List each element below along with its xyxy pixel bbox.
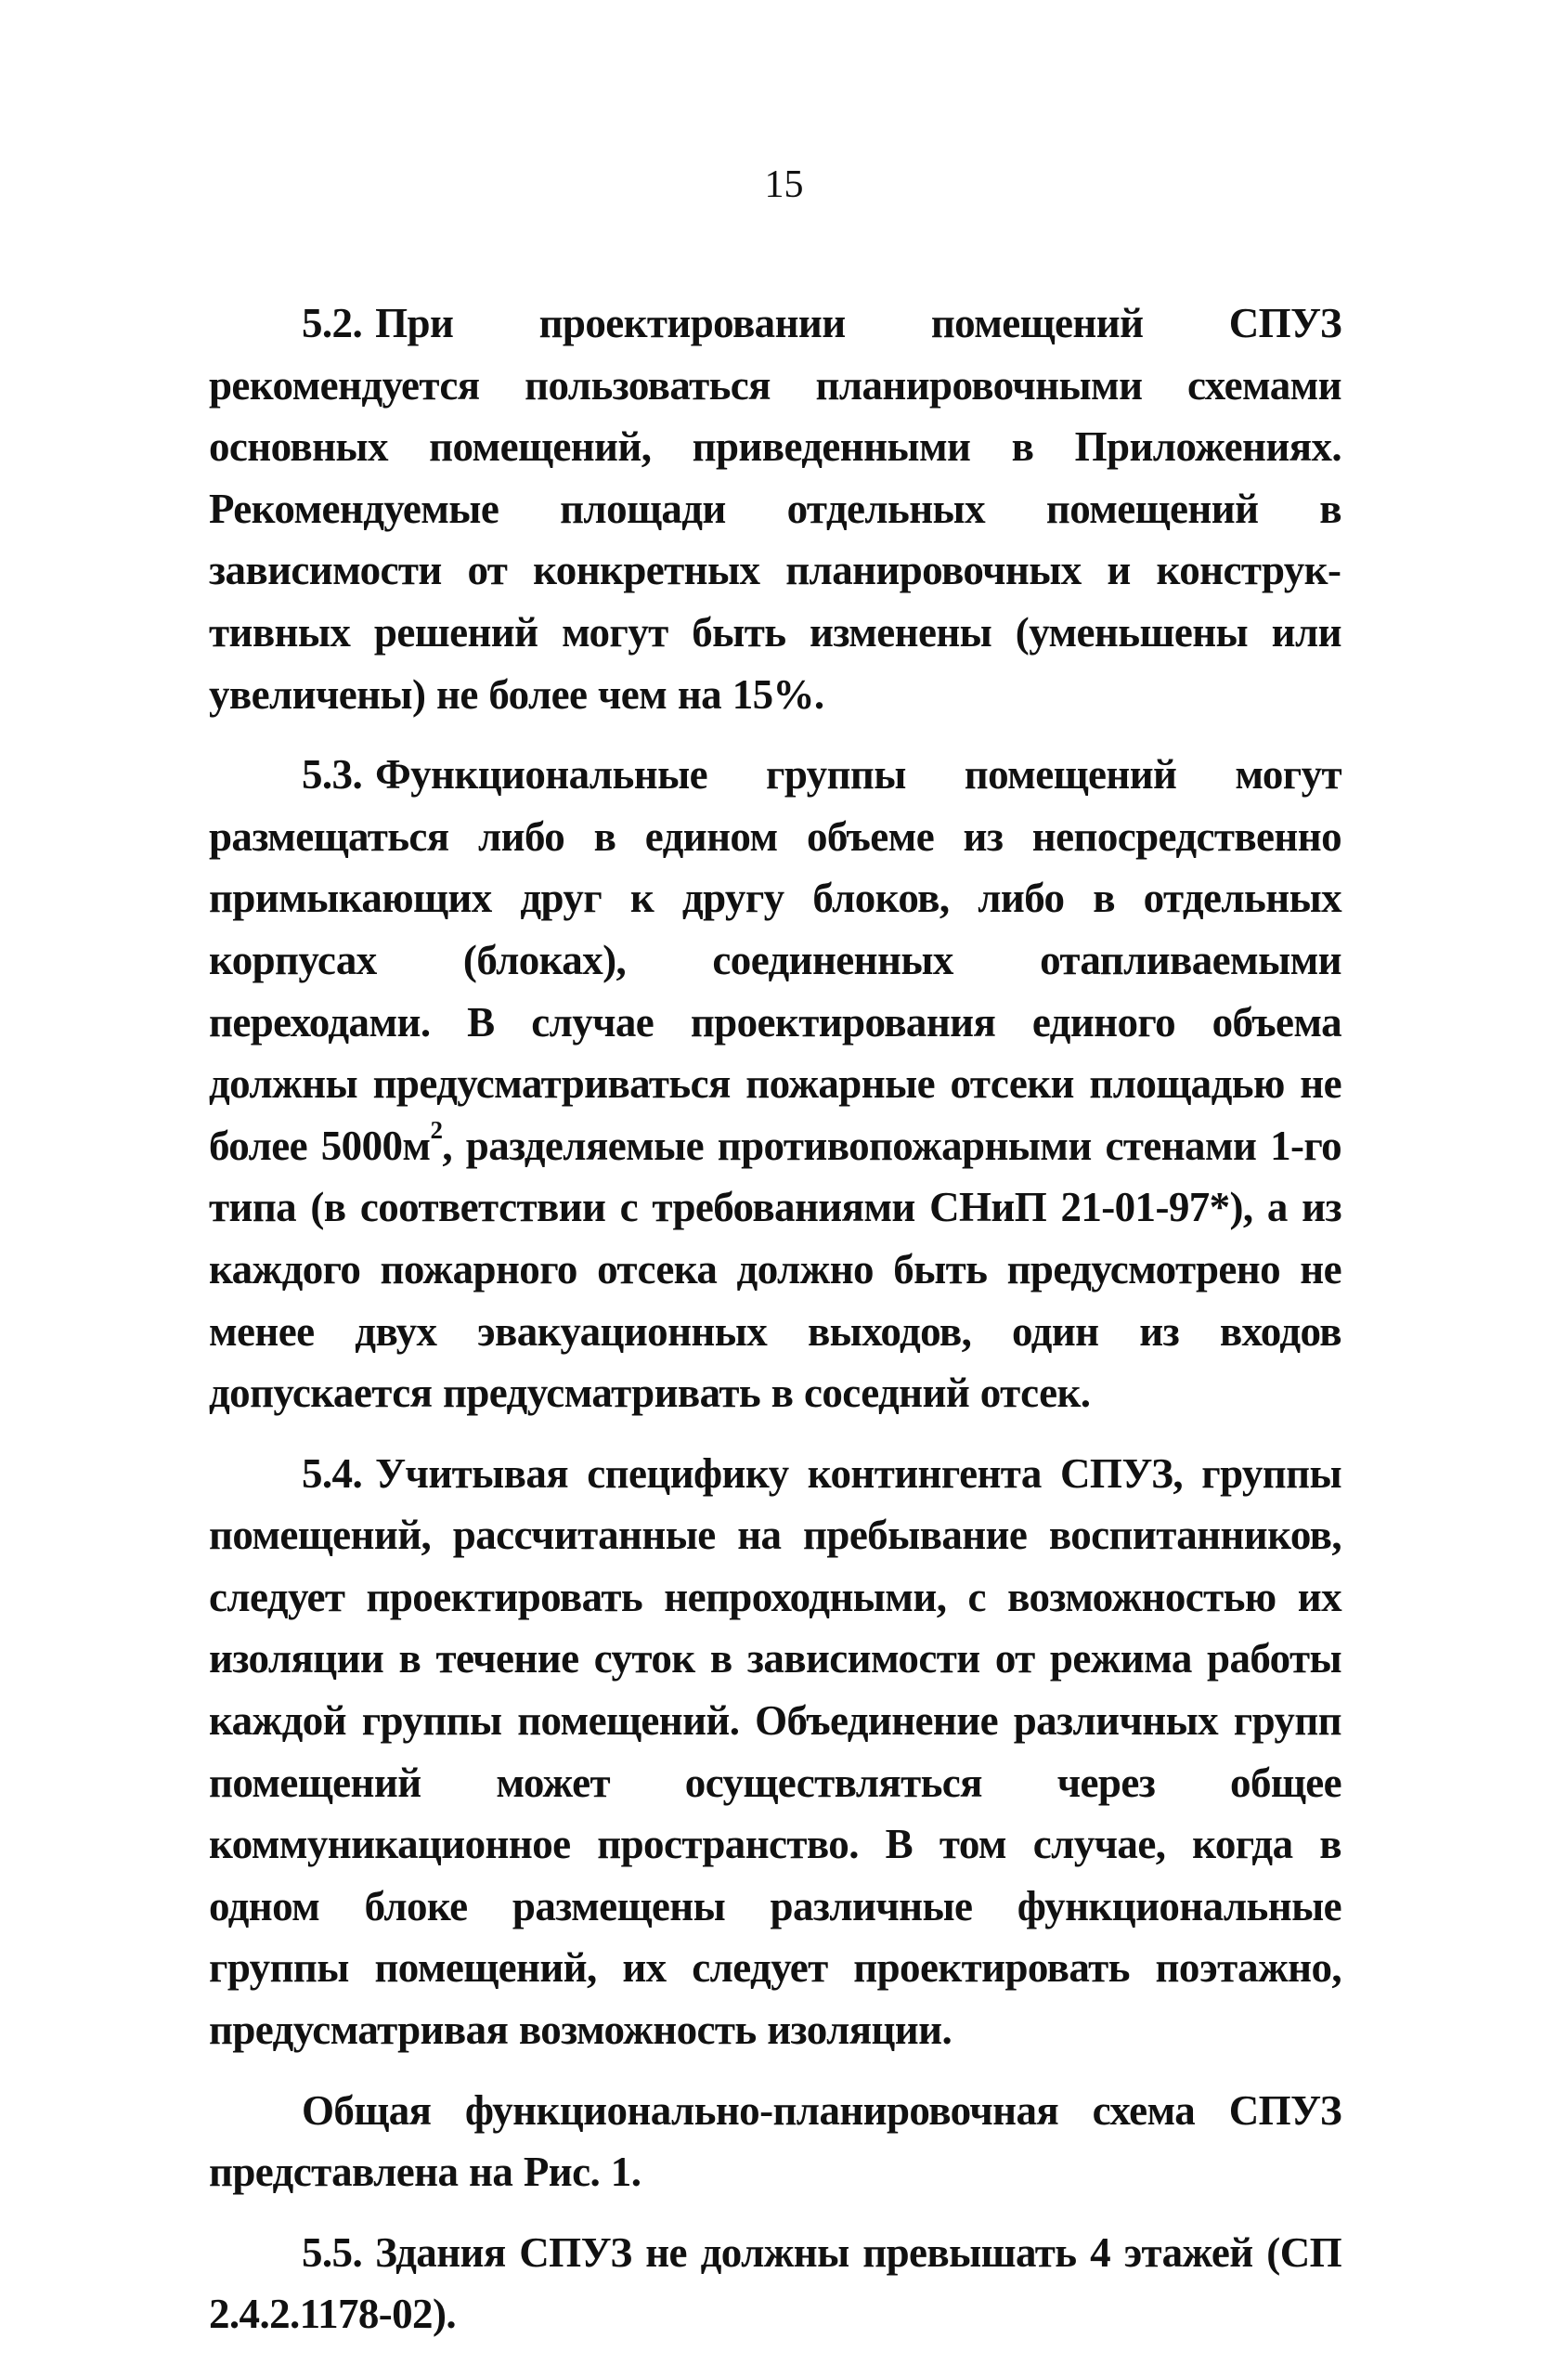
paragraph-text: Общая функционально-планировочная схема СПУЗ представлена на Рис. 1. [209,2086,1341,2196]
paragraph-5-4 [209,1443,1341,2061]
paragraph-text-continued: , разделяемые противопожарными стенами 1-го типа (в соответствии с требованиями СНиП 21-01-97*), а из каждого пожарного отсека должно быть предусмотрено не менее двух эвакуационных выходов, один из входов допускается предусматривать в соседний отсек. [209,1122,1341,1417]
paragraph-5-3 [209,744,1341,1424]
paragraph-text: Здания СПУЗ не должны превышать 4 этажей (СП 2.4.2.1178-02). [209,2228,1341,2338]
paragraph-text: При проектировании помещений СПУЗ рекомендуется пользоваться планировочными схемами основных помещений, приведенными в Приложениях. Рекомендуемые площади отдельных помещений в зависимости от конкретных планировочных и конструктивных решений могут быть изменены (уменьшены или увеличены) не более чем на 15%. [209,300,1341,718]
paragraph-number: 5.3. [302,751,363,799]
page-number: 15 [764,163,804,206]
paragraph-text: Функциональные группы помещений могут размещаться либо в едином объеме из непосредственно примыкающих друг к другу блоков, либо в отдельных корпусах (блоках), соединенных отапливаемыми переходами. В случае проектирования единого объема должны предусматриваться пожарные отсеки площадью не более 5000м [209,751,1341,1169]
paragraph-5-2 [209,292,1341,725]
paragraph-number: 5.4. [302,1449,363,1497]
paragraph-scheme-reference [209,2080,1341,2203]
paragraph-number: 5.5. [302,2228,363,2276]
superscript-2: 2 [430,1115,443,1144]
paragraph-5-5 [209,2222,1341,2345]
paragraph-text: Учитывая специфику контингента СПУЗ, группы помещений, рассчитанные на пребывание воспитанников, следует проектировать непроходными, с возможностью их изоляции в течение суток в зависимости от режима работы каждой группы помещений. Объединение различных групп помещений может осуществляться через общее коммуникационное пространство. В том случае, когда в одном блоке размещены различные функциональные группы помещений, их следует проектировать поэтажно, предусматривая возможность изоляции. [209,1449,1341,2054]
paragraph-number: 5.2. [302,300,363,346]
page-body [209,292,1341,2364]
